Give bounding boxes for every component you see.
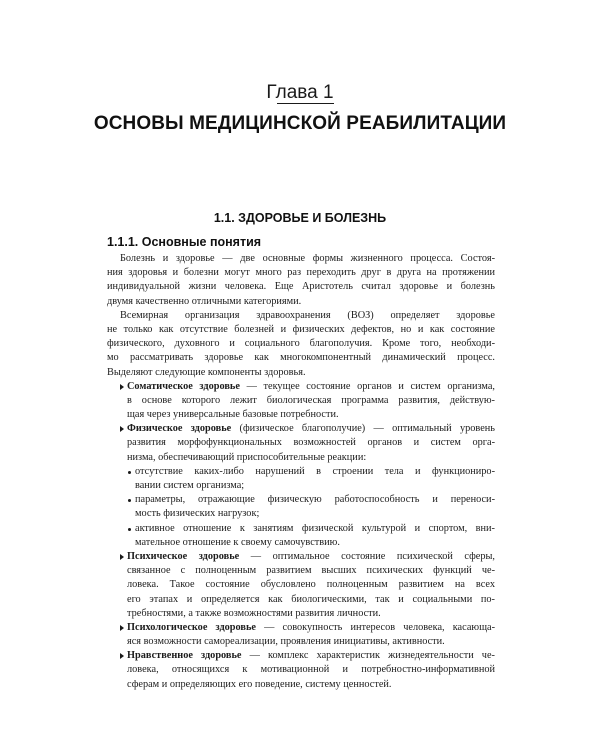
list-item-line: развития морфофункциональных возможностей органов и систем орга-: [127, 437, 495, 449]
sub-list-text: отсутствие каких-либо нарушений в строении тела и функциониро-: [135, 465, 495, 477]
dot-bullet-icon: [128, 528, 131, 531]
term: Нравственное здоровье: [127, 650, 242, 662]
dot-bullet-icon: [128, 471, 131, 474]
definition: (физическое благополучие) — оптимальный уровень: [231, 423, 495, 435]
paragraph-line: Выделяют следующие компоненты здоровья.: [107, 366, 306, 378]
term: Психическое здоровье: [127, 550, 240, 562]
definition: — текущее состояние органов и систем организма,: [239, 380, 495, 392]
definition: — совокупность интересов человека, касающа-: [256, 621, 495, 633]
paragraph-line: ния здоровья и болезни могут много раз переходить друг в друга на протяжении: [107, 267, 495, 279]
sub-list-item: [107, 493, 495, 507]
paragraph-line: не только как отсутствие болезней и физических дефектов, но и как состояние: [107, 323, 495, 335]
list-item-somatic: [107, 380, 495, 394]
list-item-moral: [107, 649, 495, 663]
list-item-line: щая через универсальные базовые потребности.: [127, 409, 339, 421]
paragraph-line: индивидуальной жизни человека. Еще Аристотель считал здоровье и болезнь: [107, 281, 495, 293]
paragraph-line: мо рассматривать здоровье как многокомпонентный динамический процесс.: [107, 352, 495, 364]
paragraph-line: Всемирная организация здравоохранения (ВОЗ) определяет здоровье: [120, 309, 495, 321]
body-text: [107, 252, 495, 692]
term: Психологическое здоровье: [127, 621, 257, 633]
list-item-line: связанное с полноценным развитием высших психических функций че-: [127, 565, 495, 577]
list-item-mental: [107, 550, 495, 564]
sub-list-line: вании систем организма;: [135, 480, 245, 491]
triangle-bullet-icon: [120, 554, 124, 560]
triangle-bullet-icon: [120, 625, 124, 631]
list-item-physical: [107, 422, 495, 436]
dot-bullet-icon: [128, 499, 131, 502]
sub-list-text: активное отношение к занятиям физической культурой и спортом, вни-: [135, 522, 495, 534]
definition: — оптимальное состояние психической сферы,: [239, 550, 495, 562]
triangle-bullet-icon: [120, 653, 124, 659]
list-item-psychological: [107, 621, 495, 635]
paragraph-line: двумя качественно отличными категориями.: [107, 295, 302, 307]
list-item-line: низма, обеспечивающий приспособительные реакции:: [127, 451, 367, 463]
definition: — комплекс характеристик жизнедеятельности че-: [241, 650, 495, 662]
list-item-line: яся возможности самореализации, проявления инициативы, активности.: [127, 636, 445, 648]
sub-list-line: мательное отношение к своему самочувствию.: [135, 536, 340, 548]
chapter-underline: [277, 103, 334, 104]
paragraph-line: Болезнь и здоровье — две основные формы жизненного процесса. Состоя-: [120, 253, 495, 264]
section-title: 1.1. ЗДОРОВЬЕ И БОЛЕЗНЬ: [213, 211, 387, 225]
term: Физическое здоровье: [127, 423, 232, 435]
paragraph-line: физического, духовного и социального благополучия. Кроме того, необходи-: [107, 338, 495, 350]
list-item-line: требностями, а также возможностями развития личности.: [127, 607, 381, 619]
term: Соматическое здоровье: [127, 380, 240, 392]
subsection-title: 1.1.1. Основные понятия: [107, 235, 262, 249]
chapter-title: ОСНОВЫ МЕДИЦИНСКОЙ РЕАБИЛИТАЦИИ: [93, 113, 507, 134]
list-item-line: сферам и определяющих его поведение, систему ценностей.: [127, 678, 392, 690]
sub-list-item: [107, 465, 495, 479]
triangle-bullet-icon: [120, 426, 124, 432]
list-item-line: в основе которого лежит биологическая программа развития, действую-: [127, 394, 495, 406]
sub-list-item: [107, 522, 495, 536]
chapter-label: Глава 1: [266, 82, 334, 103]
sub-list-text: параметры, отражающие физическую работоспособность и переноси-: [135, 494, 495, 506]
list-item-line: ловека. Такое состояние обусловлено полноценным развитием на всех: [127, 579, 495, 591]
sub-list-line: мость физических нагрузок;: [135, 508, 260, 520]
triangle-bullet-icon: [120, 384, 124, 390]
list-item-line: его этапах и определяется как биологическими, так и социальными по-: [127, 593, 495, 605]
list-item-line: ловека, относящихся к мотивационной и потребностно-информативной: [127, 664, 495, 676]
